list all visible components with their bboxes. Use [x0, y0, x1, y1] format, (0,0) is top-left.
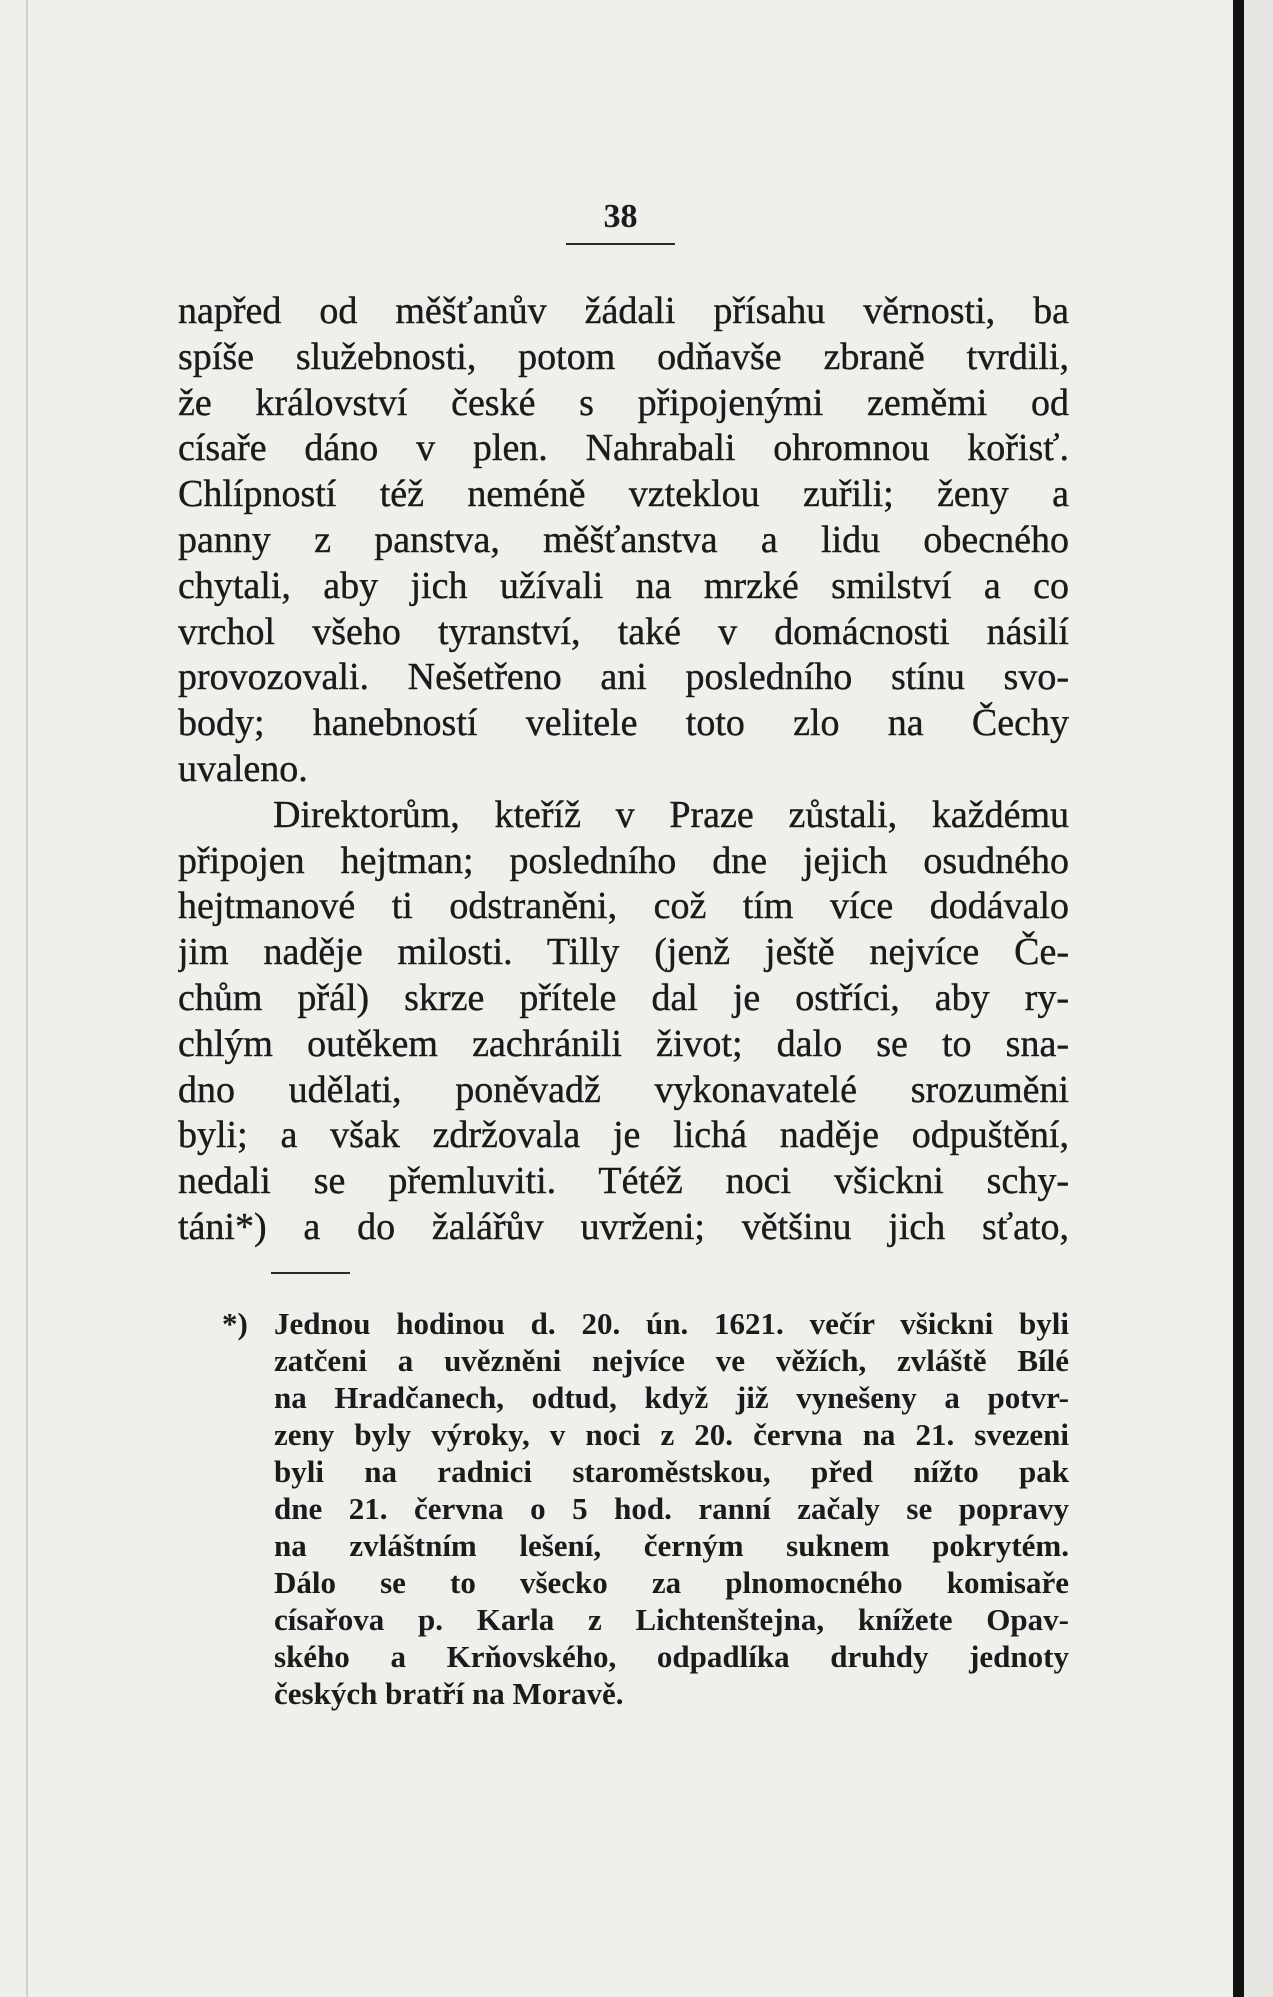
page-number: 38 — [603, 198, 638, 235]
body-line: jim naděje milosti. Tilly (jenž ještě nejvíce Če- — [178, 931, 1069, 974]
body-line: byli; a však zdržovala je lichá naděje odpuštění, — [178, 1114, 1069, 1157]
footnote-line: Jednou hodinou d. 20. ún. 1621. večír všickni byli — [274, 1306, 1069, 1341]
body-line: provozovali. Nešetřeno ani posledního stínu svo- — [178, 656, 1069, 699]
footnote-line: ského a Krňovského, odpadlíka druhdy jednoty — [274, 1639, 1069, 1674]
body-line: vrchol všeho tyranství, také v domácnosti násilí — [178, 610, 1069, 653]
body-line: že království české s připojenými zeměmi od — [178, 381, 1069, 424]
body-line: hejtmanové ti odstraněni, což tím více dodávalo — [178, 885, 1069, 928]
body-line: Direktorům, kteříž v Praze zůstali, každému — [273, 793, 1069, 836]
body-line: spíše služebnosti, potom odňavše zbraně tvrdili, — [178, 335, 1069, 378]
footnote-line: na Hradčanech, odtud, když již vynešeny a potvr- — [274, 1380, 1069, 1415]
body-line: Chlípností též neméně vzteklou zuřili; ženy a — [178, 473, 1069, 516]
body-line: chům přál) skrze přítele dal je ostříci, aby ry- — [178, 976, 1069, 1019]
footnote-line: zeny byly výroky, v noci z 20. června na 21. svezeni — [274, 1417, 1069, 1452]
footnote-line: byli na radnici staroměstskou, před nížto pak — [274, 1454, 1069, 1489]
footnote-separator — [271, 1272, 350, 1274]
body-line: chlým outěkem zachránili život; dalo se to sna- — [178, 1022, 1069, 1065]
body-line: dno udělati, poněvadž vykonavatelé srozuměni — [178, 1068, 1069, 1111]
footnote-line: českých bratří na Moravě. — [274, 1676, 624, 1711]
body-line: chytali, aby jich užívali na mrzké smilství a co — [178, 564, 1069, 607]
footnote-line: císařova p. Karla z Lichtenštejna, knížete Opav- — [274, 1602, 1069, 1637]
body-line: body; hanebností velitele toto zlo na Čechy — [178, 702, 1069, 745]
scan-binding-edge — [1233, 0, 1244, 1997]
body-line: připojen hejtman; posledního dne jejich osudného — [178, 839, 1069, 882]
body-text — [178, 289, 1069, 1251]
footnote — [274, 1305, 1069, 1712]
body-line: uvaleno. — [178, 747, 308, 790]
body-line: císaře dáno v plen. Nahrabali ohromnou kořisť. — [178, 427, 1069, 470]
scan-right-margin — [1244, 0, 1273, 1997]
body-line: nedali se přemluviti. Tétéž noci všickni schy- — [178, 1160, 1069, 1203]
footnote-line: zatčeni a uvězněni nejvíce ve věžích, zvláště Bílé — [274, 1343, 1069, 1378]
page-number-rule — [566, 243, 675, 245]
scan-left-edge — [26, 0, 28, 1997]
footnote-line: na zvláštním lešení, černým suknem pokrytém. — [274, 1528, 1069, 1563]
body-line: táni*) a do žalářův uvrženi; většinu jich sťato, — [178, 1205, 1069, 1248]
footnote-line: dne 21. června o 5 hod. ranní začaly se popravy — [274, 1491, 1069, 1526]
footnote-line: Dálo se to všecko za plnomocného komisaře — [274, 1565, 1069, 1600]
footnote-marker: *) — [222, 1306, 248, 1341]
body-line: panny z panstva, měšťanstva a lidu obecného — [178, 518, 1069, 561]
body-line: napřed od měšťanův žádali přísahu věrnosti, ba — [178, 290, 1069, 332]
